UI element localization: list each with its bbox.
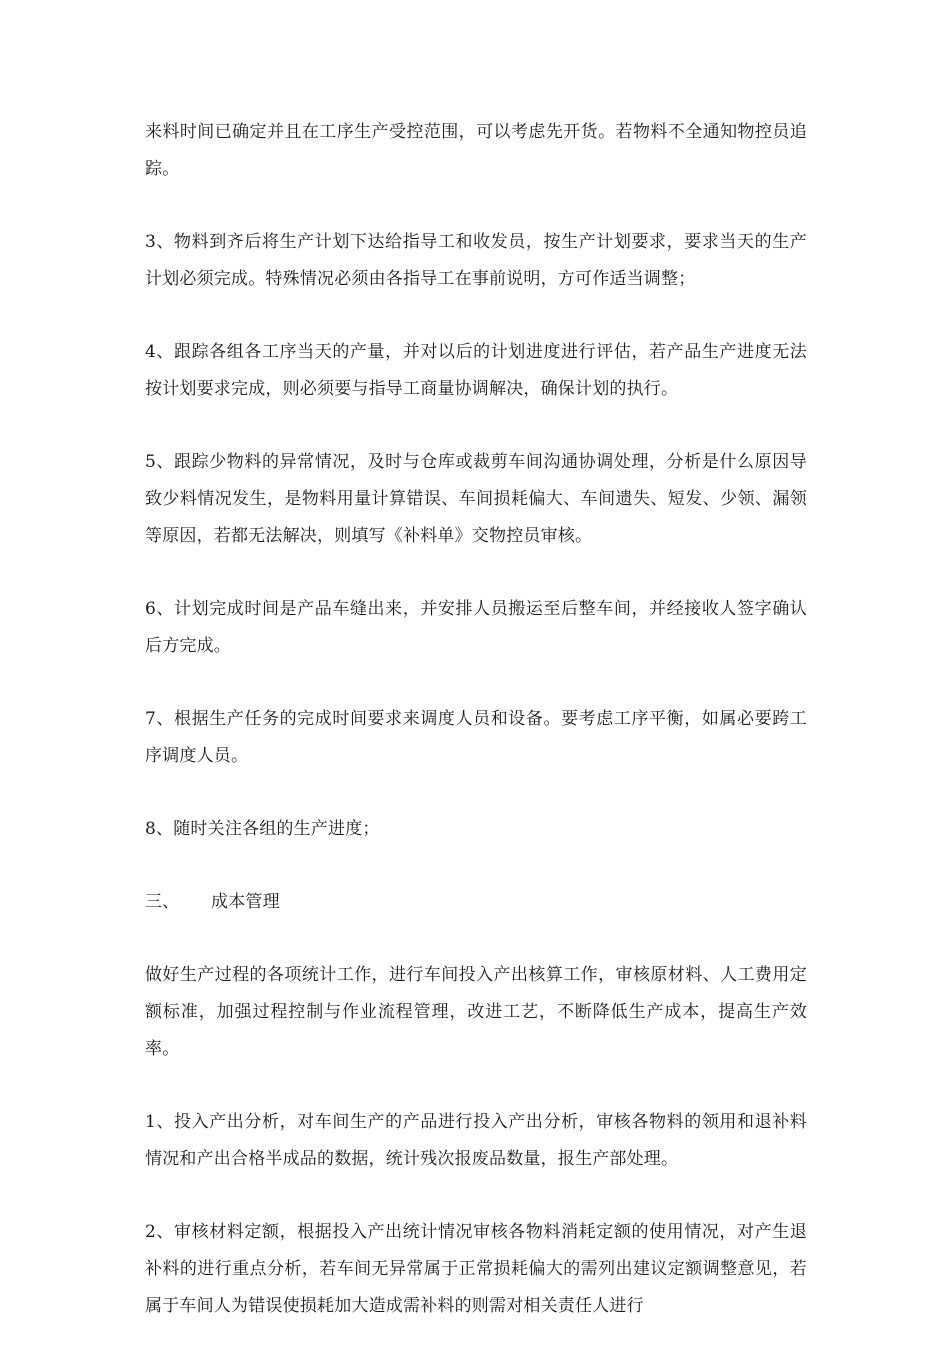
paragraph-item-7: 7、根据生产任务的完成时间要求来调度人员和设备。要考虑工序平衡，如属必要跨工序调度人员。 xyxy=(145,709,807,766)
paragraph-item-5: 5、跟踪少物料的异常情况，及时与仓库或裁剪车间沟通协调处理，分析是什么原因导致少料情况发生，是物料用量计算错误、车间损耗偏大、车间遗失、短发、少领、漏领等原因，若都无法解决，则填写《补料单》交物控员审核。 xyxy=(145,452,807,546)
paragraph-item-8: 8、随时关注各组的生产进度； xyxy=(145,819,380,839)
section-number: 三、 xyxy=(145,892,180,912)
section-heading xyxy=(145,884,807,921)
paragraph-item-4: 4、跟踪各组各工序当天的产量，并对以后的计划进度进行评估，若产品生产进度无法按计划要求完成，则必须要与指导工商量协调解决，确保计划的执行。 xyxy=(145,342,807,399)
document-body xyxy=(145,114,807,1361)
paragraph-material-arrival: 来料时间已确定并且在工序生产受控范围，可以考虑先开货。若物料不全通知物控员追踪。 xyxy=(145,122,807,179)
section-title: 成本管理 xyxy=(211,892,280,912)
paragraph-item-3: 3、物料到齐后将生产计划下达给指导工和收发员，按生产计划要求，要求当天的生产计划必须完成。特殊情况必须由各指导工在事前说明，方可作适当调整； xyxy=(145,232,807,289)
paragraph-cost-item-2: 2、审核材料定额，根据投入产出统计情况审核各物料消耗定额的使用情况，对产生退补料的进行重点分析，若车间无异常属于正常损耗偏大的需列出建议定额调整意见，若属于车间人为错误使损耗加大造成需补料的则需对相关责任人进行 xyxy=(145,1222,807,1316)
paragraph-cost-intro: 做好生产过程的各项统计工作，进行车间投入产出核算工作，审核原材料、人工费用定额标准，加强过程控制与作业流程管理，改进工艺，不断降低生产成本，提高生产效率。 xyxy=(145,965,807,1059)
paragraph-item-6: 6、计划完成时间是产品车缝出来，并安排人员搬运至后整车间，并经接收人签字确认后方完成。 xyxy=(145,599,807,656)
paragraph-cost-item-1: 1、投入产出分析，对车间生产的产品进行投入产出分析，审核各物料的领用和退补料情况和产出合格半成品的数据，统计残次报废品数量，报生产部处理。 xyxy=(145,1112,807,1169)
